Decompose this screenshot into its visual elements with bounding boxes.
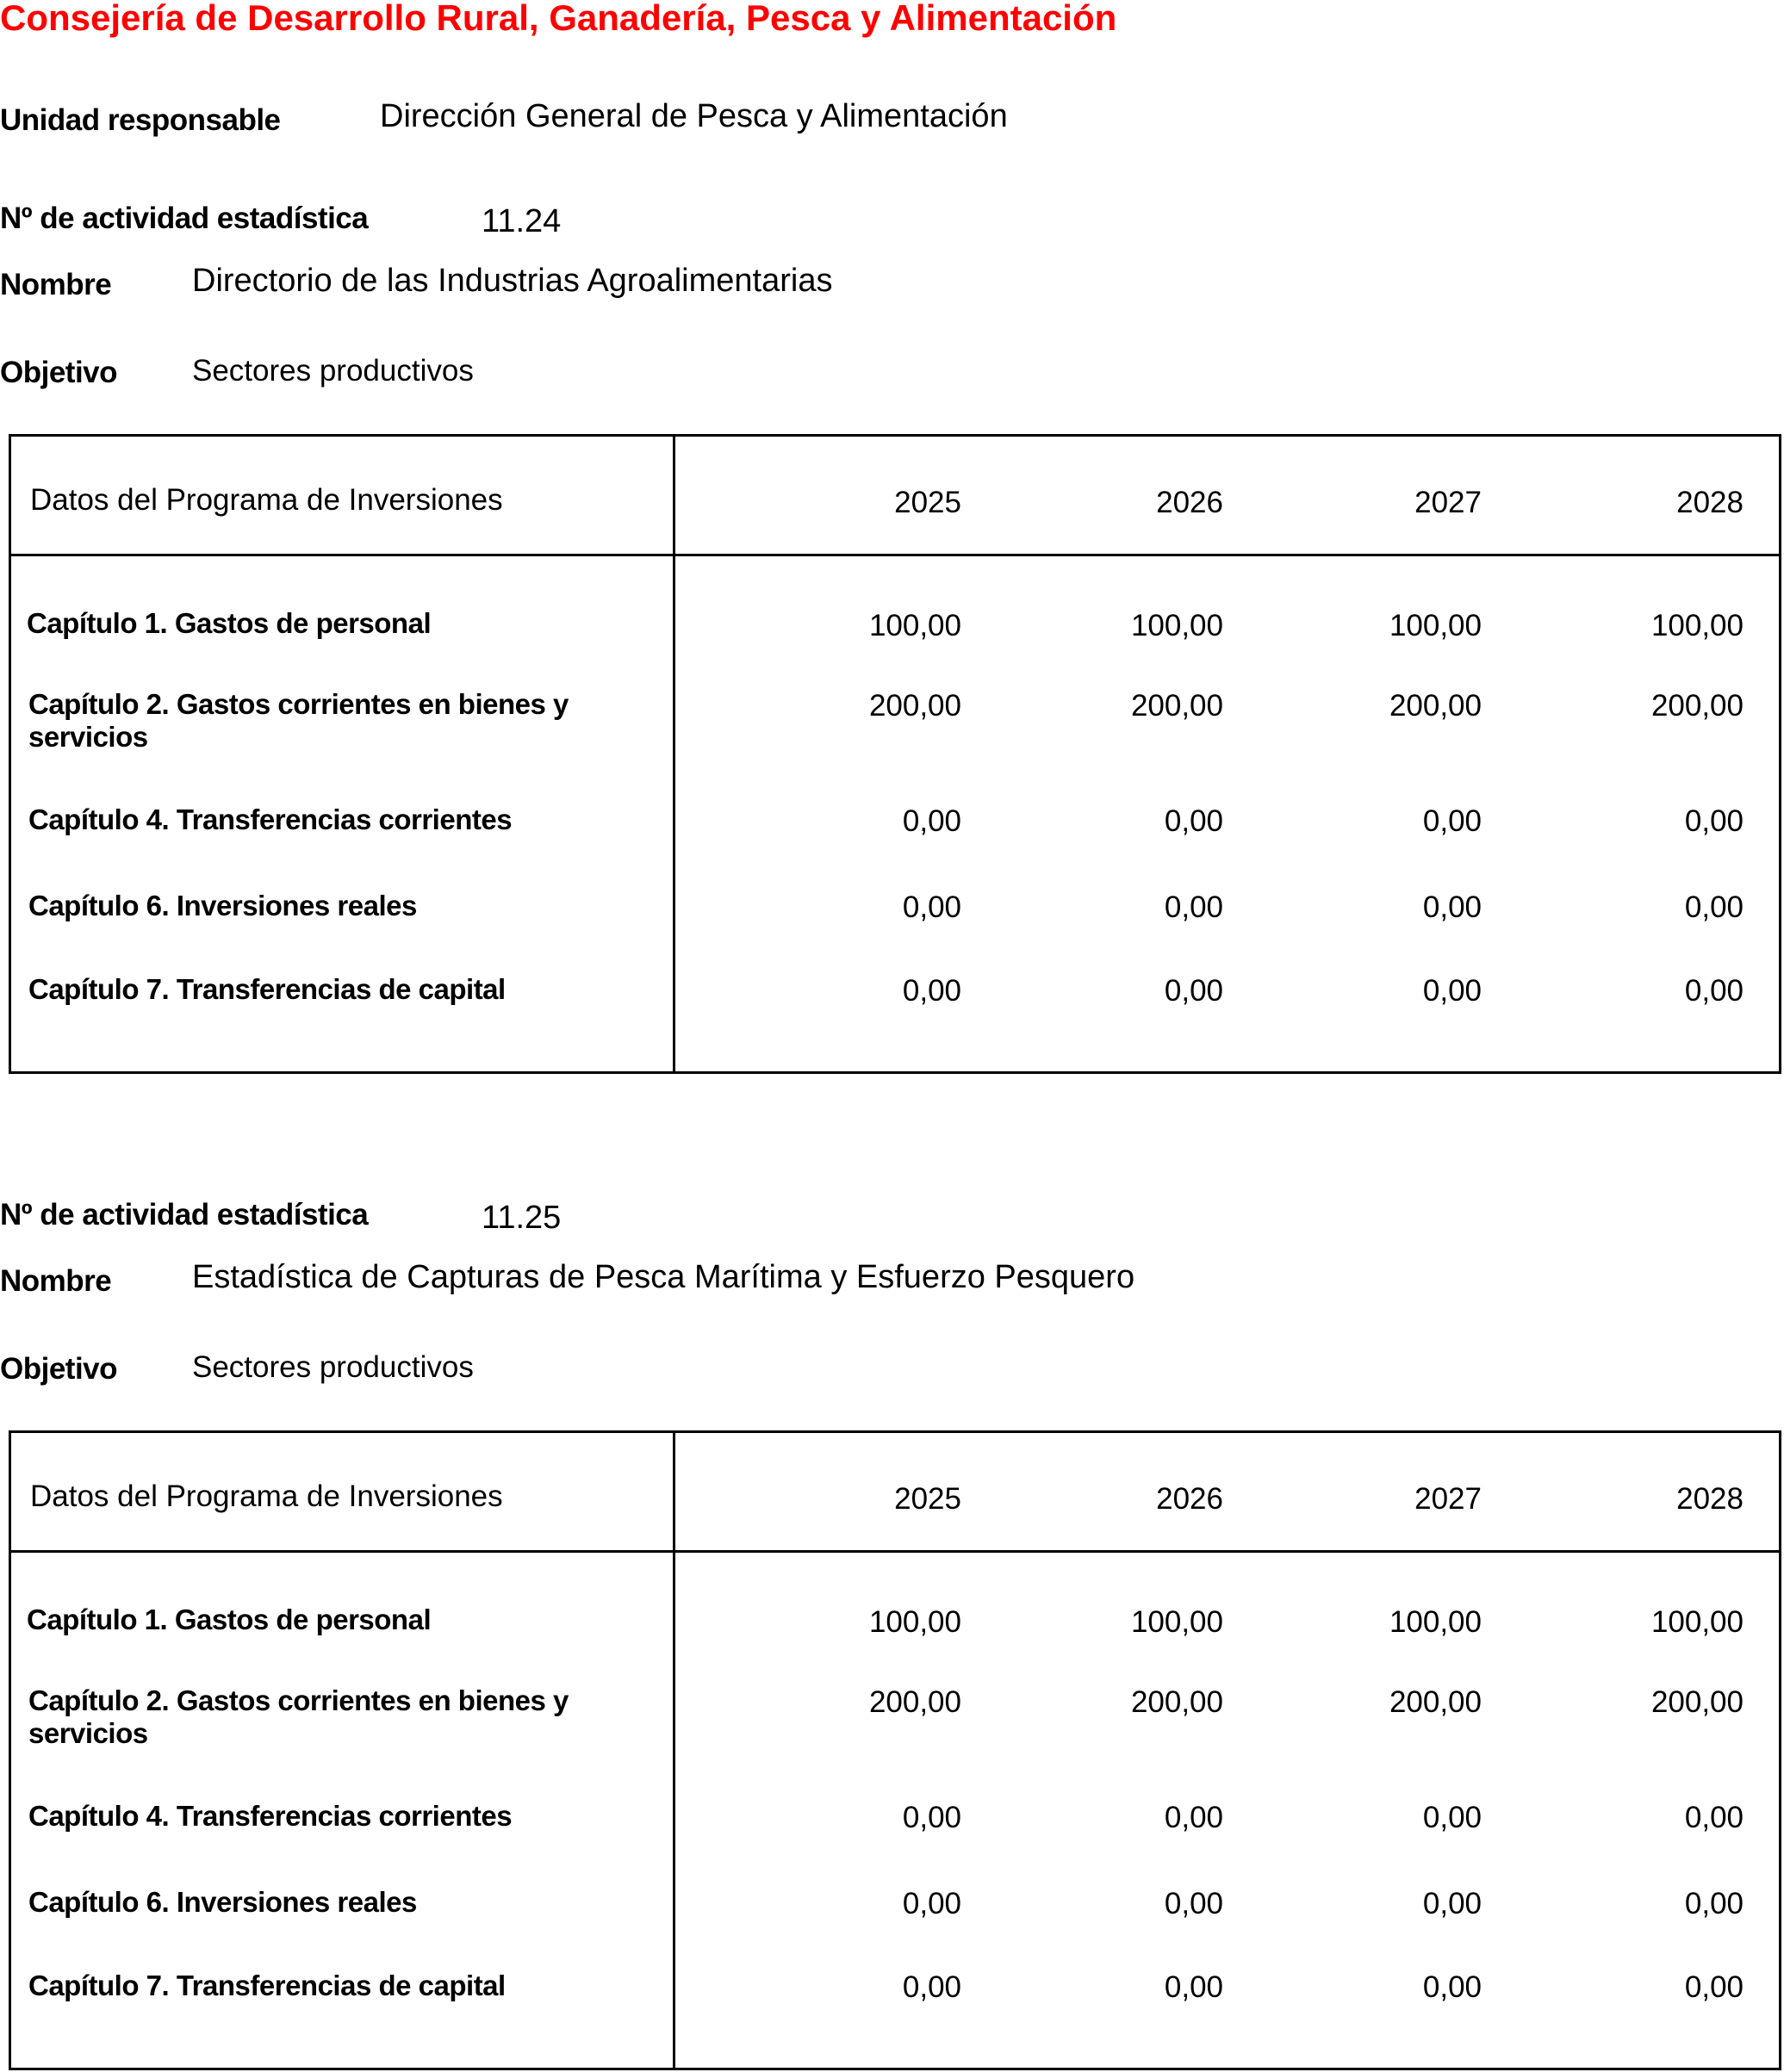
- row-value: 0,00: [1684, 1970, 1744, 2004]
- row-value: 0,00: [1164, 890, 1223, 924]
- row-value: 0,00: [1684, 804, 1744, 838]
- table-divider: [11, 1550, 1779, 1553]
- actividad-number: 11.24: [482, 203, 562, 239]
- table-header: Datos del Programa de Inversiones: [30, 483, 503, 517]
- row-label: Capítulo 4. Transferencias corrientes: [28, 803, 513, 835]
- table-divider: [11, 554, 1779, 556]
- year-header: 2026: [1156, 1482, 1223, 1516]
- row-value: 0,00: [1422, 1801, 1482, 1834]
- row-value: 0,00: [1422, 1887, 1482, 1920]
- row-value: 0,00: [1164, 1887, 1223, 1920]
- row-value: 100,00: [868, 1605, 961, 1639]
- row-value: 0,00: [1684, 890, 1744, 924]
- row-value: 100,00: [1650, 1605, 1744, 1639]
- row-value: 0,00: [902, 1887, 961, 1920]
- nombre-value: Estadística de Capturas de Pesca Marítima y Esfuerzo Pesquero: [192, 1259, 1135, 1295]
- investment-table: [9, 434, 1781, 1074]
- row-value: 200,00: [1130, 1685, 1223, 1719]
- table-divider: [673, 1433, 675, 2068]
- nombre-label: Nombre: [0, 1264, 112, 1298]
- row-value: 100,00: [1130, 1605, 1223, 1639]
- row-value: 0,00: [902, 890, 961, 924]
- row-value: 0,00: [1684, 974, 1744, 1008]
- row-label: Capítulo 7. Transferencias de capital: [28, 1970, 506, 2001]
- objetivo-value: Sectores productivos: [192, 354, 474, 388]
- nombre-label: Nombre: [0, 268, 112, 301]
- objetivo-label: Objetivo: [0, 356, 118, 389]
- year-header: 2025: [894, 1482, 961, 1516]
- row-value: 200,00: [1130, 689, 1223, 723]
- page-title: Consejería de Desarrollo Rural, Ganadería, Pesca y Alimentación: [0, 0, 1117, 38]
- row-label: Capítulo 6. Inversiones reales: [28, 1886, 417, 1918]
- row-value: 0,00: [902, 1970, 961, 2004]
- actividad-label: Nº de actividad estadística: [0, 202, 369, 235]
- investment-table: [9, 1430, 1781, 2070]
- objetivo-label: Objetivo: [0, 1352, 118, 1386]
- year-header: 2028: [1676, 486, 1744, 519]
- table-header: Datos del Programa de Inversiones: [30, 1480, 503, 1513]
- year-header: 2026: [1156, 486, 1223, 519]
- unidad-value: Dirección General de Pesca y Alimentación: [380, 98, 1008, 134]
- row-value: 200,00: [868, 689, 961, 723]
- row-value: 0,00: [1422, 974, 1482, 1008]
- row-label: Capítulo 4. Transferencias corrientes: [28, 1800, 513, 1832]
- row-label: Capítulo 6. Inversiones reales: [28, 890, 417, 921]
- year-header: 2027: [1414, 486, 1482, 519]
- row-value: 0,00: [1164, 974, 1223, 1008]
- row-value: 100,00: [1130, 609, 1223, 642]
- row-value: 0,00: [1422, 804, 1482, 838]
- row-value: 0,00: [1422, 1970, 1482, 2004]
- row-value: 200,00: [1650, 689, 1744, 723]
- unidad-label: Unidad responsable: [0, 103, 281, 137]
- row-value: 0,00: [902, 1801, 961, 1834]
- row-label: Capítulo 7. Transferencias de capital: [28, 973, 506, 1005]
- row-value: 0,00: [902, 974, 961, 1008]
- row-value: 0,00: [1684, 1801, 1744, 1834]
- row-value: 0,00: [1164, 1970, 1223, 2004]
- row-value: 100,00: [868, 609, 961, 642]
- row-value: 200,00: [868, 1685, 961, 1719]
- year-header: 2027: [1414, 1482, 1482, 1516]
- row-value: 0,00: [902, 804, 961, 838]
- row-value: 100,00: [1389, 1605, 1482, 1639]
- row-value: 0,00: [1684, 1887, 1744, 1920]
- row-value: 200,00: [1650, 1685, 1744, 1719]
- year-header: 2028: [1676, 1482, 1744, 1516]
- row-label: Capítulo 1. Gastos de personal: [27, 1604, 432, 1635]
- objetivo-value: Sectores productivos: [192, 1350, 474, 1384]
- row-value: 0,00: [1422, 890, 1482, 924]
- row-value: 100,00: [1389, 609, 1482, 642]
- table-divider: [673, 437, 675, 1071]
- row-value: 0,00: [1164, 1801, 1223, 1834]
- actividad-label: Nº de actividad estadística: [0, 1198, 369, 1231]
- row-value: 100,00: [1650, 609, 1744, 642]
- row-value: 200,00: [1389, 1685, 1482, 1719]
- actividad-number: 11.25: [482, 1200, 562, 1236]
- row-label: Capítulo 2. Gastos corrientes en bienes y servicios: [28, 1684, 569, 1749]
- row-label: Capítulo 2. Gastos corrientes en bienes y servicios: [28, 688, 569, 753]
- row-label: Capítulo 1. Gastos de personal: [27, 607, 432, 639]
- row-value: 200,00: [1389, 689, 1482, 723]
- year-header: 2025: [894, 486, 961, 519]
- nombre-value: Directorio de las Industrias Agroalimentarias: [192, 263, 833, 299]
- row-value: 0,00: [1164, 804, 1223, 838]
